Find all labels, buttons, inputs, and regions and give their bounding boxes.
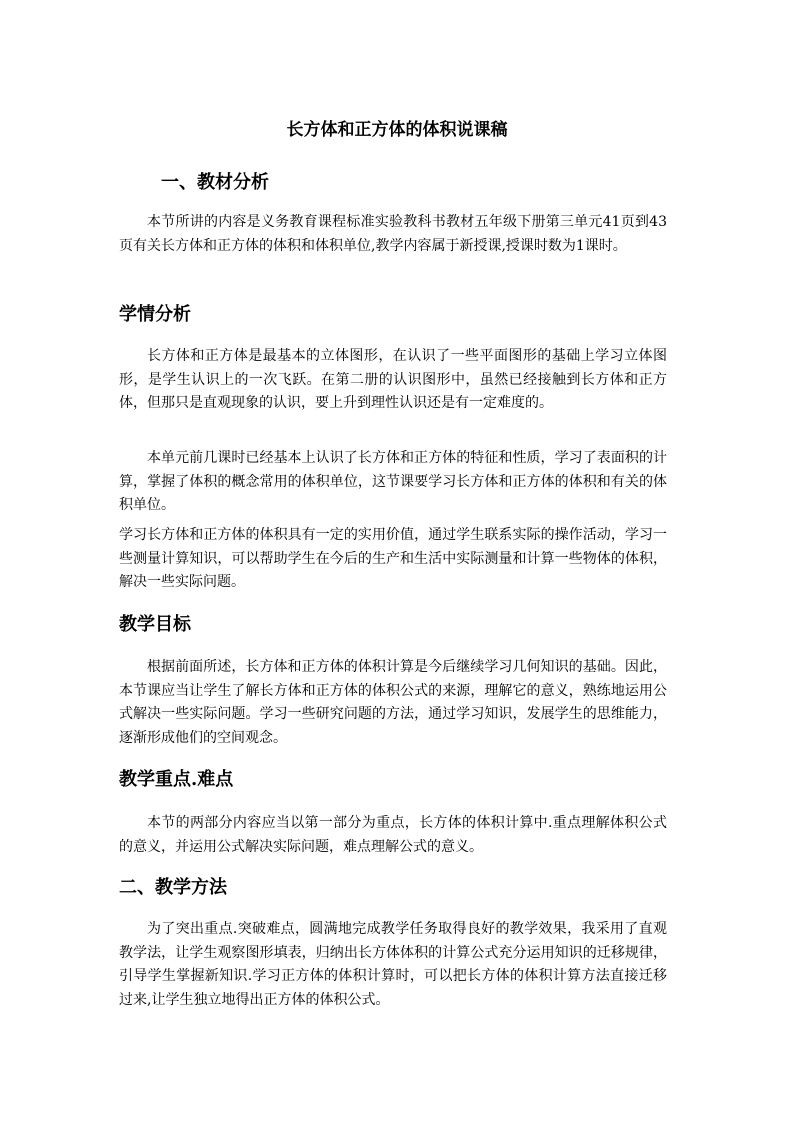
section-heading-textbook-analysis: 一、教材分析 [161, 172, 269, 193]
section-heading-teaching-goals: 教学目标 [119, 614, 191, 635]
paragraph-student-analysis-3: 学习长方体和正方体的体积具有一定的实用价值，通过学生联系实际的操作活动，学习一些测量计算知识，可以帮助学生在今后的生产和生活中实际测量和计算一些物体的体积，解决一些实际问题。 [119, 527, 667, 590]
section-heading-student-analysis: 学情分析 [119, 304, 191, 325]
paragraph-student-analysis-2: 本单元前几课时已经基本上认识了长方体和正方体的特征和性质，学习了表面积的计算，掌握了体积的概念常用的体积单位，这节课要学习长方体和正方体的体积和有关的体积单位。 [119, 450, 667, 513]
paragraph-teaching-methods: 为了突出重点.突破难点，圆满地完成教学任务取得良好的教学效果，我采用了直观教学法，让学生观察图形填表，归纳出长方体体积的计算公式充分运用知识的迁移规律，引导学生掌握新知识.学习正方体的体积计算时，可以把长方体的体积计算方法直接迁移过来,让学生独立地得出正方体的体积公式。 [119, 921, 667, 1008]
document-title: 长方体和正方体的体积说课稿 [286, 120, 508, 140]
paragraph-teaching-goals: 根据前面所述，长方体和正方体的体积计算是今后继续学习几何知识的基础。因此，本节课应当让学生了解长方体和正方体的体积公式的来源，理解它的意义，熟练地运用公式解决一些实际问题。学习一些研究问题的方法，通过学习知识，发展学生的思维能力，逐渐形成他们的空间观念。 [119, 659, 667, 746]
section-heading-teaching-methods: 二、教学方法 [119, 877, 227, 898]
paragraph-student-analysis-1: 长方体和正方体是最基本的立体图形，在认识了一些平面图形的基础上学习立体图形，是学生认识上的一次飞跃。在第二册的认识图形中，虽然已经接触到长方体和正方体，但那只是直观现象的认识，要上升到理性认识还是有一定难度的。 [119, 348, 667, 411]
paragraph-key-points: 本节的两部分内容应当以第一部分为重点，长方体的体积计算中.重点理解体积公式的意义，并运用公式解决实际问题，难点理解公式的意义。 [119, 815, 667, 855]
paragraph-textbook-analysis: 本节所讲的内容是义务教育课程标准实验教科书教材五年级下册第三单元41页到43页有关长方体和正方体的体积和体积单位,教学内容属于新授课,授课时数为1课时。 [119, 214, 667, 254]
section-heading-key-points: 教学重点.难点 [119, 769, 234, 790]
